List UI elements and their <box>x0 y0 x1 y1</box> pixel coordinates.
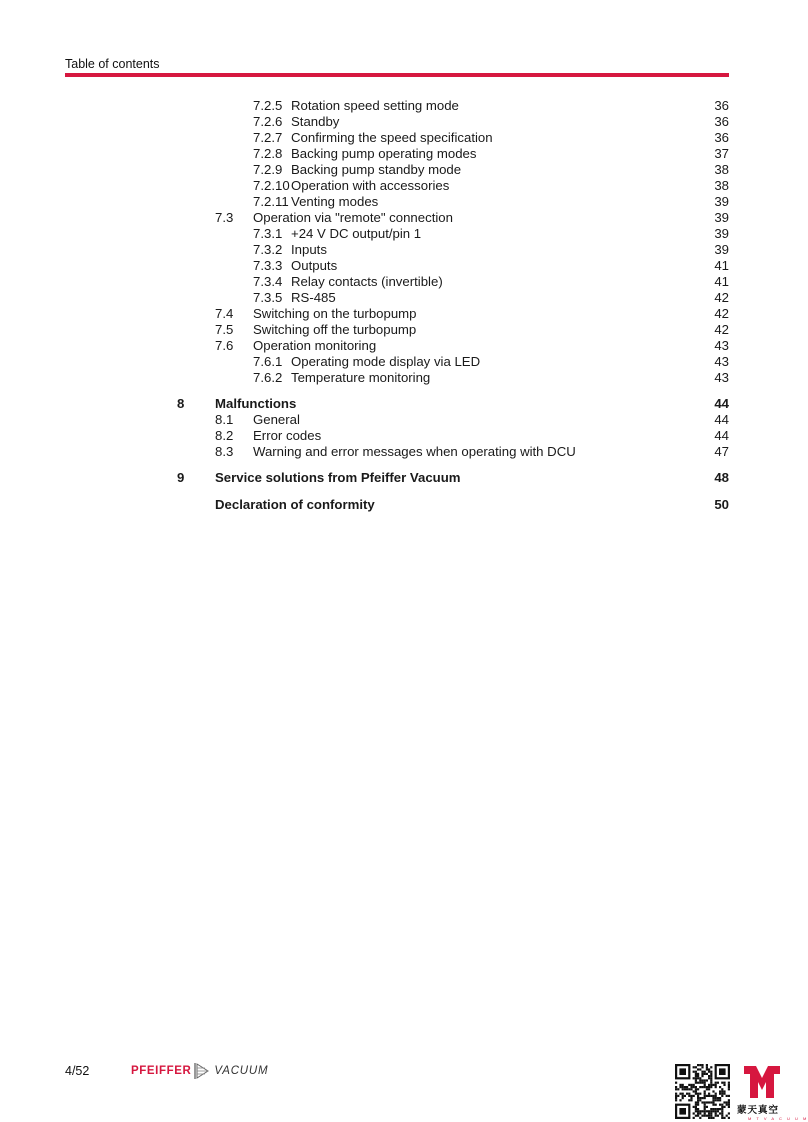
toc-entry-page: 42 <box>714 322 729 337</box>
toc-entry <box>0 98 793 114</box>
toc-entry <box>0 396 793 412</box>
toc-entry-title: Declaration of conformity <box>215 497 375 512</box>
toc-entry <box>0 412 793 428</box>
logo-mark-icon <box>194 1061 210 1081</box>
toc-entry-number: 7.3.3 <box>253 258 283 273</box>
toc-entry <box>0 306 793 322</box>
pfeiffer-vacuum-logo <box>131 1060 268 1082</box>
toc-entry-title: Confirming the speed specification <box>291 130 493 145</box>
toc-entry-number: 7.5 <box>215 322 234 337</box>
toc-entry <box>0 274 793 290</box>
toc-entry-number: 7.4 <box>215 306 234 321</box>
toc-entry-page: 38 <box>714 178 729 193</box>
toc-entry-number: 8.2 <box>215 428 234 443</box>
toc-entry-number: 7.6 <box>215 338 234 353</box>
toc-entry-title: Backing pump operating modes <box>291 146 477 161</box>
toc-entry <box>0 354 793 370</box>
toc-entry-page: 43 <box>714 354 729 369</box>
toc-entry-page: 36 <box>714 98 729 113</box>
toc-entry-number: 7.3.2 <box>253 242 283 257</box>
toc-entry-title: Venting modes <box>291 194 379 209</box>
toc-entry-number: 7.2.10 <box>253 178 290 193</box>
header-rule <box>65 73 729 77</box>
toc-entry-page: 43 <box>714 338 729 353</box>
toc-entry-number: 7.2.6 <box>253 114 283 129</box>
toc-entry-page: 39 <box>714 242 729 257</box>
toc-entry-number: 7.2.9 <box>253 162 283 177</box>
toc-entry-number: 7.2.5 <box>253 98 283 113</box>
toc-entry-page: 43 <box>714 370 729 385</box>
toc-entry <box>0 322 793 338</box>
toc-entry-number: 7.6.2 <box>253 370 283 385</box>
toc-entry-page: 48 <box>714 470 729 485</box>
toc-entry-title: Outputs <box>291 258 338 273</box>
toc-entry <box>0 370 793 386</box>
toc-entry <box>0 210 793 226</box>
toc-entry-number: 8 <box>177 396 185 411</box>
logo-brand-left: PFEIFFER <box>131 1065 192 1077</box>
toc-entry-page: 42 <box>714 306 729 321</box>
toc-entry <box>0 146 793 162</box>
toc-entry-title: Error codes <box>253 428 322 443</box>
toc-entry <box>0 290 793 306</box>
toc-entry-number: 7.2.7 <box>253 130 283 145</box>
toc-entry-page: 42 <box>714 290 729 305</box>
toc-entry <box>0 470 793 486</box>
toc-entry-page: 41 <box>714 274 729 289</box>
toc-entry <box>0 178 793 194</box>
mt-logo-text: 蒙天真空 <box>737 1105 780 1116</box>
toc-entry-number: 9 <box>177 470 185 485</box>
toc-entry-page: 39 <box>714 194 729 209</box>
toc-entry-title: Warning and error messages when operating with DCU <box>253 444 576 459</box>
toc-entry-page: 44 <box>714 428 729 443</box>
toc-entry-number: 8.1 <box>215 412 234 427</box>
toc-entry-number: 8.3 <box>215 444 234 459</box>
header-title: Table of contents <box>65 57 160 71</box>
toc-entry <box>0 428 793 444</box>
toc-entry <box>0 444 793 460</box>
toc-entry <box>0 497 793 513</box>
toc-entry-page: 39 <box>714 210 729 225</box>
toc-entry-title: Operation monitoring <box>253 338 377 353</box>
toc-entry-number: 7.3.1 <box>253 226 283 241</box>
toc-entry-title: Temperature monitoring <box>291 370 431 385</box>
toc-entry-title: Switching on the turbopump <box>253 306 417 321</box>
toc-entry <box>0 242 793 258</box>
toc-entry-title: Backing pump standby mode <box>291 162 462 177</box>
toc-entry-title: General <box>253 412 300 427</box>
toc-entry-title: Relay contacts (invertible) <box>291 274 443 289</box>
qr-code-icon <box>675 1064 730 1119</box>
toc-entry-title: Switching off the turbopump <box>253 322 417 337</box>
toc-entry-title: RS-485 <box>291 290 336 305</box>
toc-entry-number: 7.2.8 <box>253 146 283 161</box>
toc-entry-page: 47 <box>714 444 729 459</box>
toc-entry <box>0 258 793 274</box>
toc-entry-number: 7.3.5 <box>253 290 283 305</box>
toc-entry-title: Operation with accessories <box>291 178 450 193</box>
toc-entry-title: Service solutions from Pfeiffer Vacuum <box>215 470 461 485</box>
toc-entry <box>0 130 793 146</box>
toc-entry-title: Operation via "remote" connection <box>253 210 453 225</box>
toc-entry-page: 50 <box>714 497 729 512</box>
mt-logo-subtext: M T V A C U U M <box>748 1116 808 1121</box>
toc-entry <box>0 114 793 130</box>
toc-entry-page: 37 <box>714 146 729 161</box>
toc-entry <box>0 162 793 178</box>
toc-entry-title: +24 V DC output/pin 1 <box>291 226 422 241</box>
toc-entry-page: 36 <box>714 114 729 129</box>
page-indicator: 4/52 <box>65 1064 90 1078</box>
toc-entry <box>0 338 793 354</box>
toc-entry-number: 7.6.1 <box>253 354 283 369</box>
toc-entry-title: Inputs <box>291 242 327 257</box>
toc-entry-page: 44 <box>714 396 729 411</box>
toc-entry-number: 7.3 <box>215 210 234 225</box>
toc-entry-page: 41 <box>714 258 729 273</box>
toc-entry-page: 36 <box>714 130 729 145</box>
toc-entry <box>0 194 793 210</box>
toc-entry-page: 39 <box>714 226 729 241</box>
toc-entry-title: Malfunctions <box>215 396 297 411</box>
toc-entry <box>0 226 793 242</box>
toc-entry-number: 7.3.4 <box>253 274 283 289</box>
toc-entry-page: 44 <box>714 412 729 427</box>
logo-brand-right: VACUUM <box>214 1065 269 1077</box>
toc-entry-number: 7.2.11 <box>253 194 289 209</box>
toc-entry-title: Standby <box>291 114 340 129</box>
toc-entry-title: Rotation speed setting mode <box>291 98 459 113</box>
toc-entry-page: 38 <box>714 162 729 177</box>
toc-entry-title: Operating mode display via LED <box>291 354 481 369</box>
